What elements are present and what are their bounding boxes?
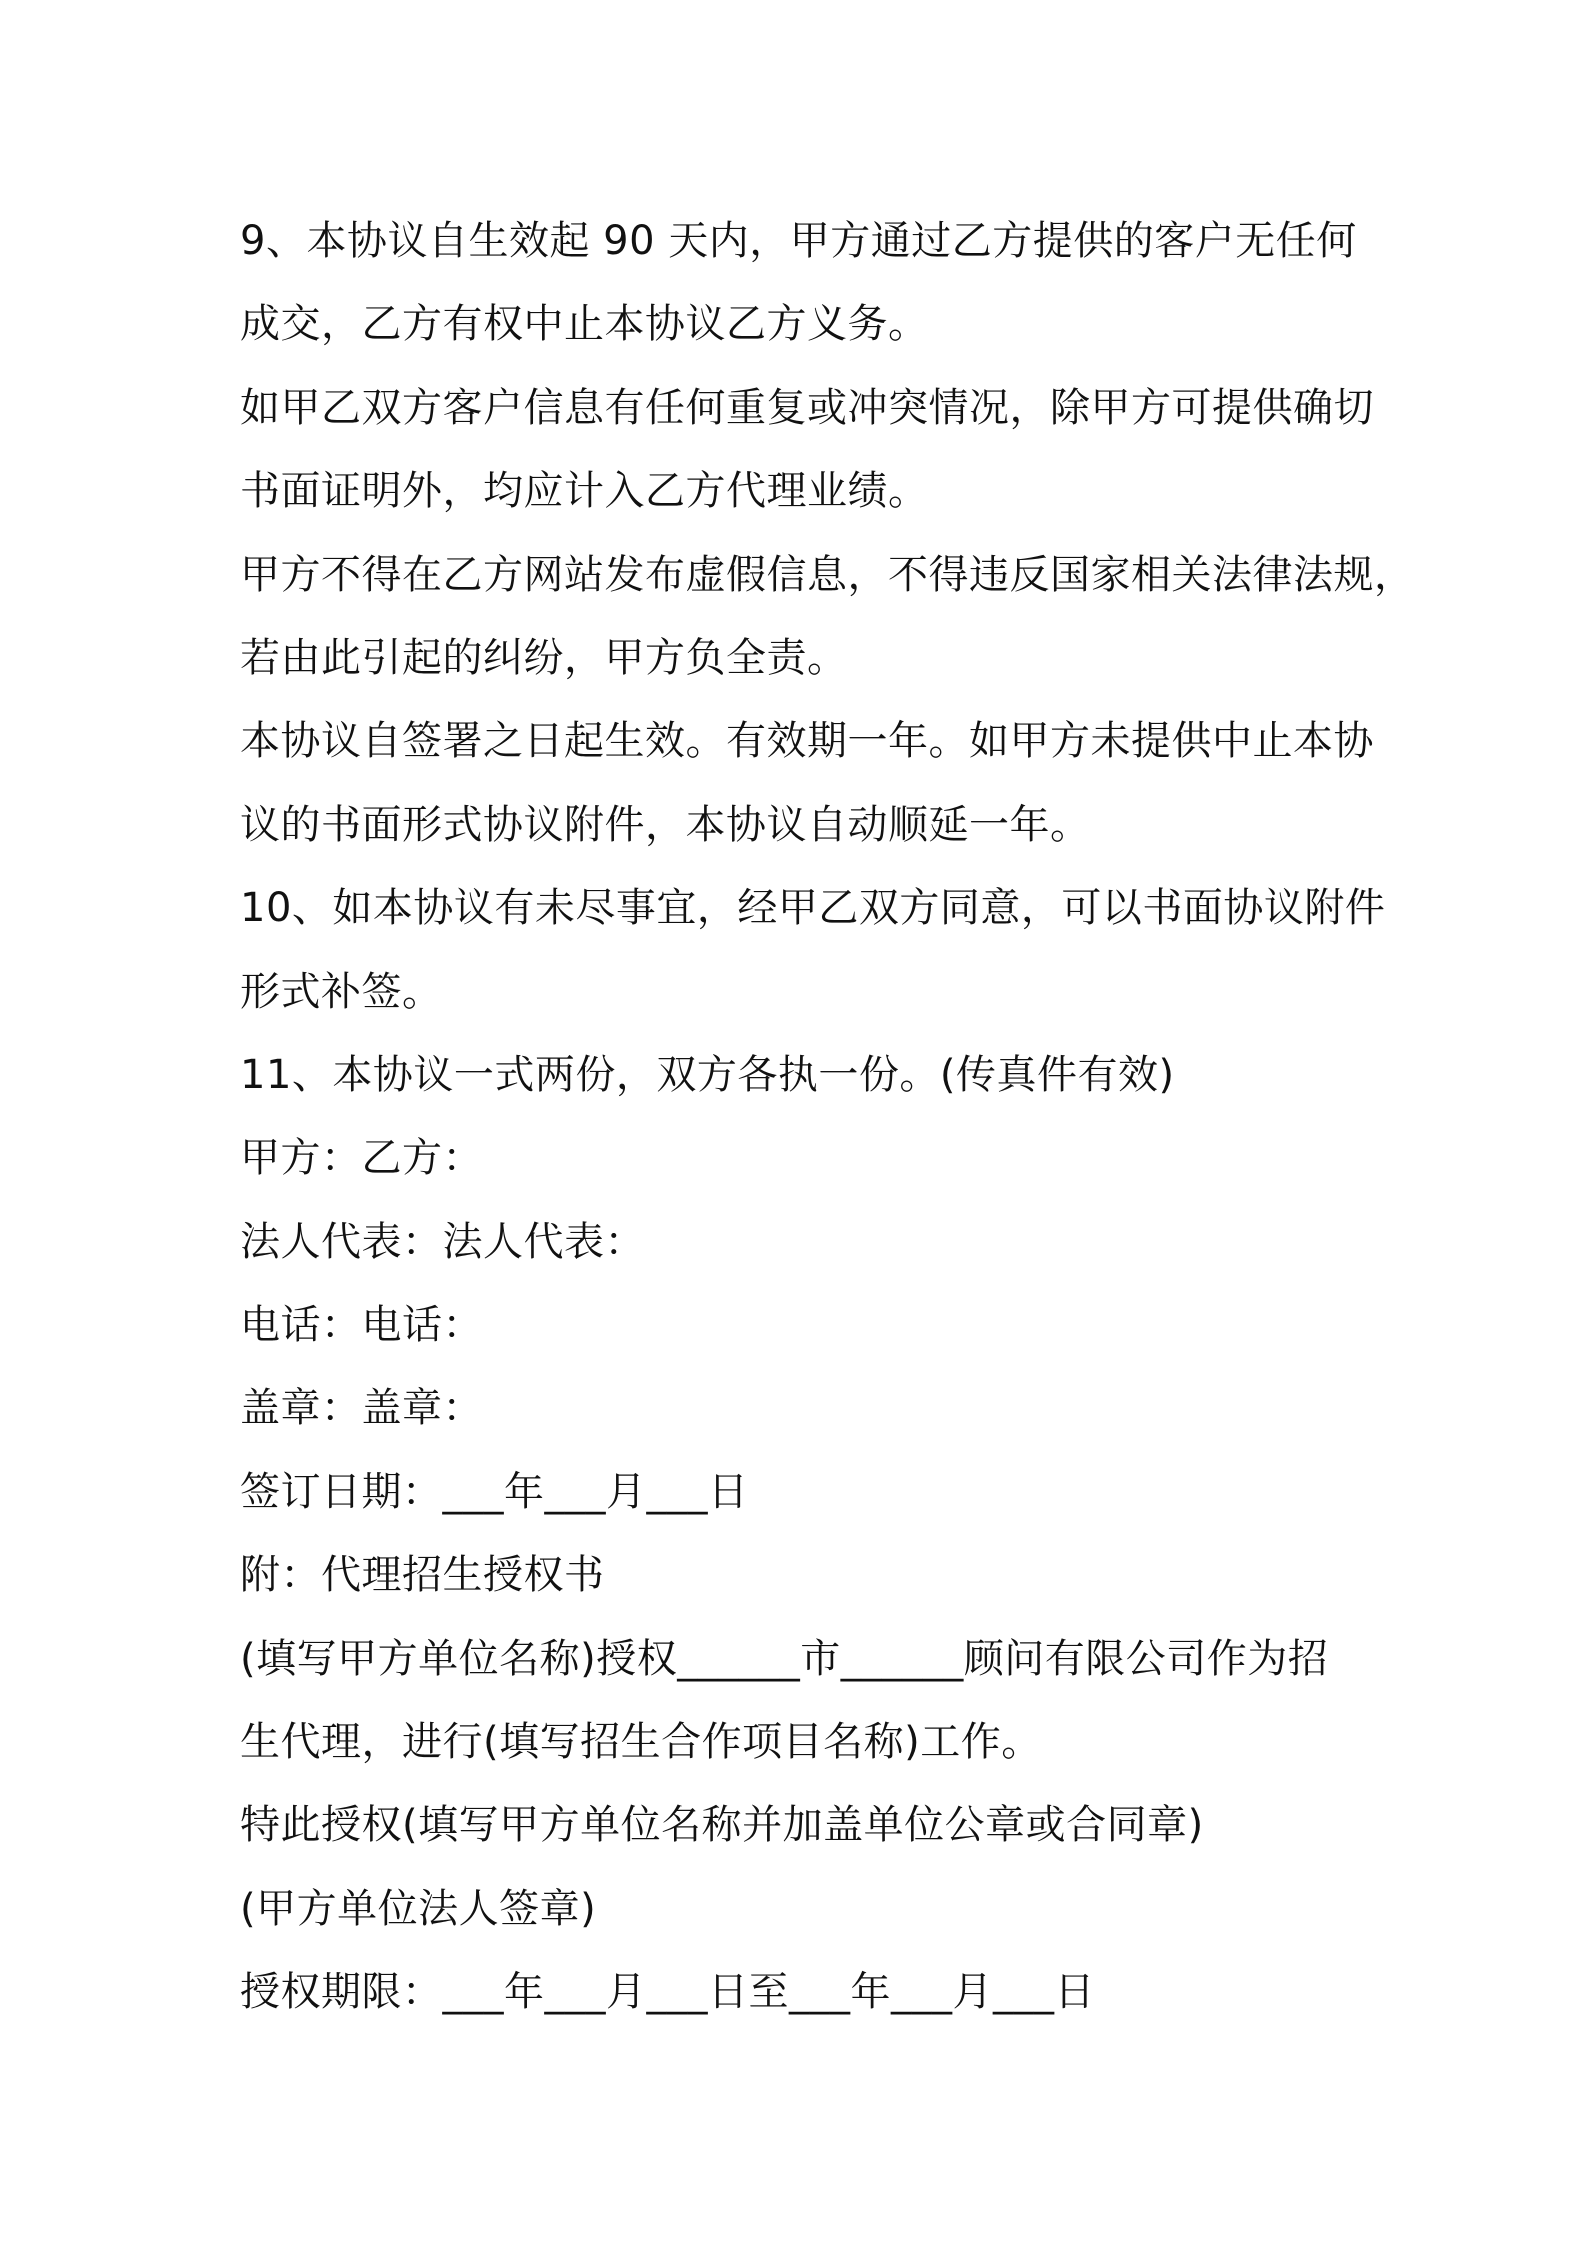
false-info-line-1: 甲方不得在乙方网站发布虚假信息，不得违反国家相关法律法规， (240, 551, 1415, 598)
special-authorization-line: 特此授权(填写甲方单位名称并加盖单位公章或合同章) (240, 1802, 1204, 1849)
clause-10-line-1: 10、如本协议有未尽事宜，经甲乙双方同意，可以书面协议附件 (240, 885, 1386, 932)
legal-rep-line: 法人代表：法人代表： (240, 1218, 645, 1265)
clause-10-line-2: 形式补签。 (240, 968, 443, 1015)
clause-9-line-1: 9、本协议自生效起 90 天内，甲方通过乙方提供的客户无任何 (240, 218, 1357, 264)
clause-9-line-2: 成交，乙方有权中止本协议乙方义务。 (240, 301, 929, 348)
authorization-line-1: (填写甲方单位名称)授权______市______顾问有限公司作为招 (240, 1635, 1329, 1682)
duplicate-info-line-2: 书面证明外，均应计入乙方代理业绩。 (240, 468, 929, 515)
validity-line-1: 本协议自签署之日起生效。有效期一年。如甲方未提供中止本协 (240, 718, 1374, 765)
validity-line-2: 议的书面形式协议附件，本协议自动顺延一年。 (240, 801, 1091, 848)
duplicate-info-line-1: 如甲乙双方客户信息有任何重复或冲突情况，除甲方可提供确切 (240, 384, 1374, 431)
legal-seal-line: (甲方单位法人签章) (240, 1885, 597, 1932)
seal-line: 盖章：盖章： (240, 1385, 483, 1432)
authorization-line-2: 生代理，进行(填写招生合作项目名称)工作。 (240, 1719, 1042, 1766)
false-info-line-2: 若由此引起的纠纷，甲方负全责。 (240, 634, 848, 681)
sign-date-line: 签订日期：___年___月___日 (240, 1468, 749, 1515)
appendix-title: 附：代理招生授权书 (240, 1552, 605, 1599)
party-names-line: 甲方：乙方： (240, 1135, 483, 1182)
document-body (240, 200, 1415, 2035)
clause-11-line: 11、本协议一式两份，双方各执一份。(传真件有效) (240, 1051, 1175, 1098)
phone-line: 电话：电话： (240, 1302, 483, 1349)
authorization-period-line: 授权期限：___年___月___日至___年___月___日 (240, 1969, 1095, 2016)
